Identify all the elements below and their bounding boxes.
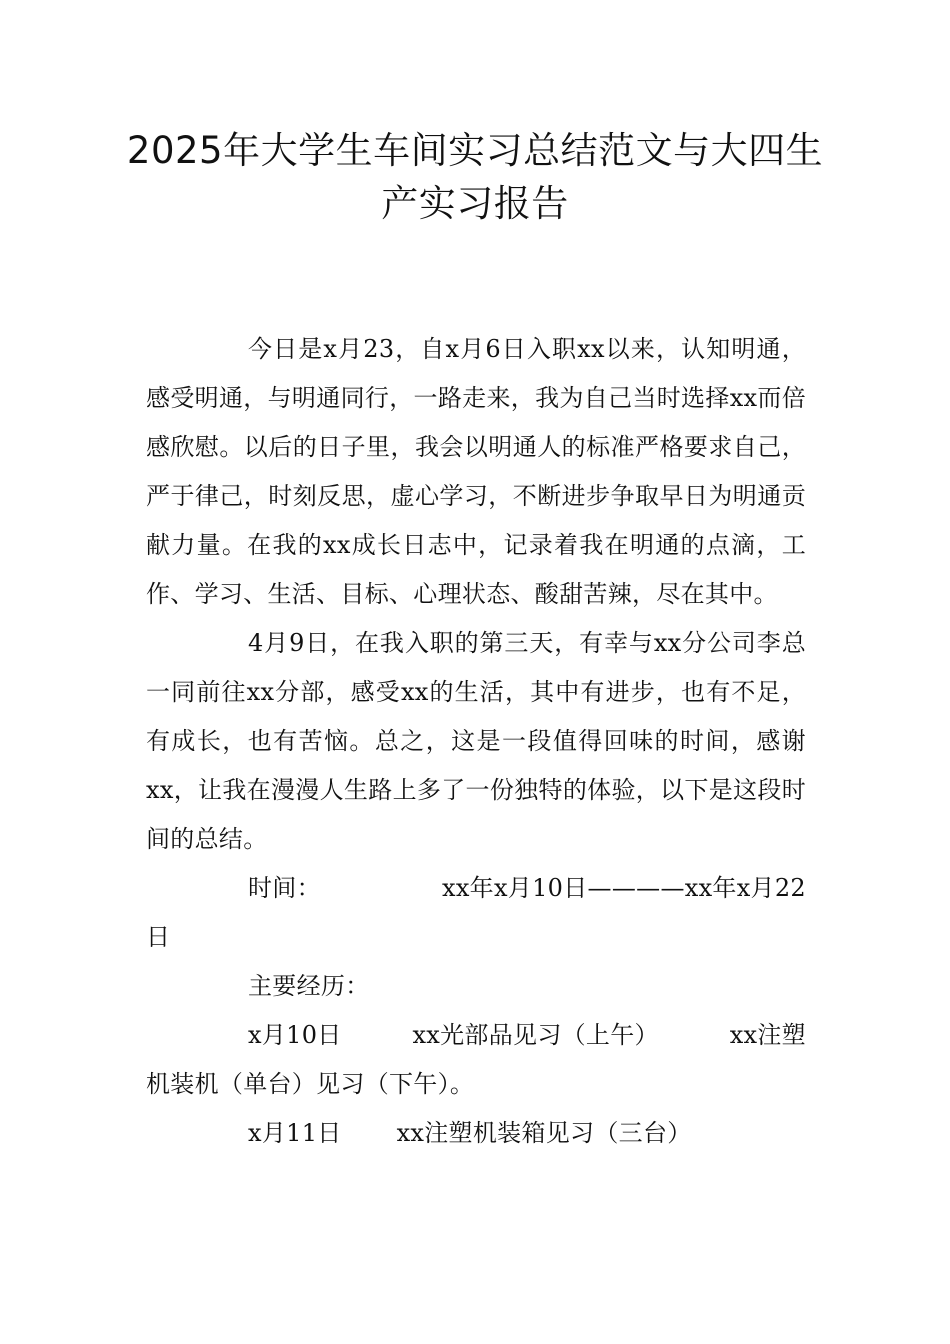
entry-1-line [146, 1011, 806, 1060]
experience-label: 主要经历： [248, 972, 370, 1000]
time-line [146, 864, 806, 913]
entry-1-date: x月10日 [248, 1021, 342, 1049]
time-value: xx年x月10日————xx年x月22 [442, 874, 806, 902]
entry-2-date: x月11日 [248, 1119, 342, 1147]
document-body [146, 325, 806, 1158]
entry-2-line [146, 1109, 806, 1158]
entry-1-activity-1: xx光部品见习（上午） [412, 1021, 659, 1049]
entry-2-activity-1: xx注塑机装箱见习（三台） [396, 1119, 692, 1147]
time-label: 时间： [248, 874, 321, 902]
entry-1-activity-2: xx注塑 [729, 1021, 806, 1049]
body-paragraph-2: 4月9日，在我入职的第三天，有幸与xx分公司李总一同前往xx分部，感受xx的生活，其中有进步，也有不足，有成长，也有苦恼。总之，这是一段值得回味的时间，感谢xx，让我在漫漫人生路上多了一份独特的体验，以下是这段时间的总结。 [146, 629, 806, 853]
title-line-1: 2025年大学生车间实习总结范文与大四生 [126, 129, 824, 172]
title-line-2: 产实习报告 [381, 182, 569, 225]
body-paragraph-1: 今日是x月23，自x月6日入职xx以来，认知明通，感受明通，与明通同行，一路走来，我为自己当时选择xx而倍感欣慰。以后的日子里，我会以明通人的标准严格要求自己，严于律己，时刻反思，虚心学习，不断进步争取早日为明通贡献力量。在我的xx成长日志中，记录着我在明通的点滴，工作、学习、生活、目标、心理状态、酸甜苦辣，尽在其中。 [146, 335, 806, 608]
time-value-continued: 日 [146, 923, 171, 951]
entry-1-continued: 机装机（单台）见习（下午）。 [146, 1070, 475, 1098]
document-title [120, 124, 830, 230]
